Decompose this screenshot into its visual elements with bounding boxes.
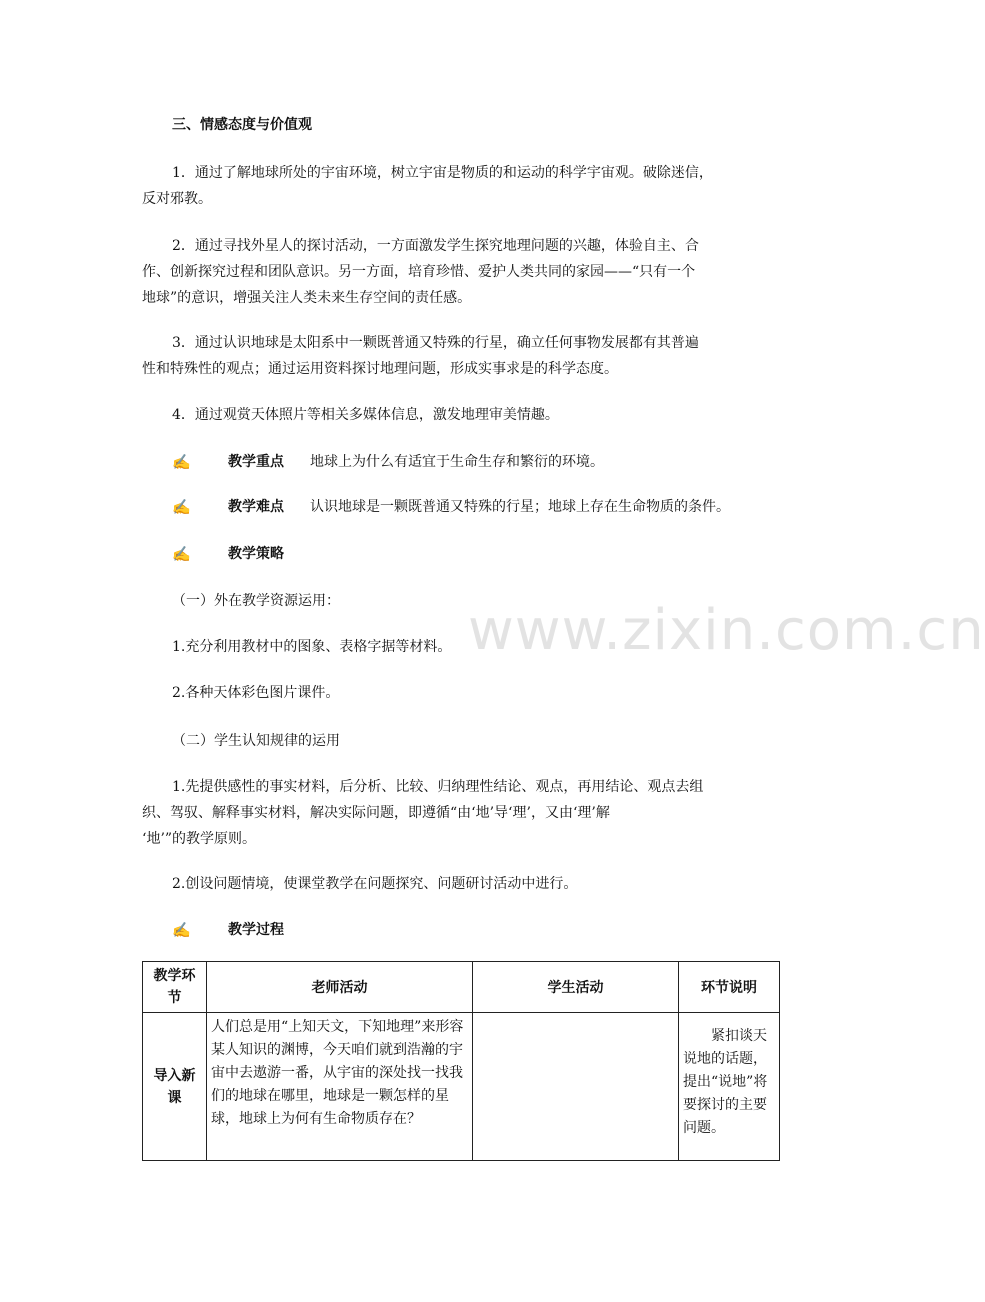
process-label: 教学过程 [228, 922, 284, 938]
strategy-item-3-line-1: 1.先提供感性的事实材料，后分析、比较、归纳理性结论、观点，再用结论、观点去组 [172, 779, 704, 795]
watermark: www.zixin.com.cn [468, 598, 985, 663]
strategy-item-3-line-3: ‘地’”的教学原则。 [142, 831, 257, 847]
table-row [143, 1013, 780, 1161]
strategy-label: 教学策略 [228, 546, 284, 562]
paragraph-3-line-2: 性和特殊性的观点；通过运用资料探讨地理问题，形成实事求是的科学态度。 [142, 361, 618, 377]
pen-icon: ✍ [172, 545, 191, 563]
key-point-text: 地球上为什么有适宜于生命生存和繁衍的环境。 [310, 454, 604, 470]
strategy-item-2: 2.各种天体彩色图片课件。 [172, 685, 340, 701]
strategy-item-4: 2.创设问题情境，使课堂教学在问题探究、问题研讨活动中进行。 [172, 876, 578, 892]
paragraph-2-line-2: 作、创新探究过程和团队意识。另一方面，培育珍惜、爱护人类共同的家园——“只有一个 [142, 264, 696, 280]
difficulty-label: 教学难点 [228, 499, 284, 515]
strategy-sub-2: （二）学生认知规律的运用 [172, 733, 340, 749]
key-point-label: 教学重点 [228, 454, 284, 470]
paragraph-2-line-1: 2．通过寻找外星人的探讨活动，一方面激发学生探究地理问题的兴趣，体验自主、合 [172, 238, 699, 254]
pen-icon: ✍ [172, 921, 191, 939]
teaching-process-table [142, 961, 780, 1161]
header-note: 环节说明 [679, 962, 780, 1013]
header-teacher: 老师活动 [207, 962, 473, 1013]
strategy-item-1: 1.充分利用教材中的图象、表格字据等材料。 [172, 639, 452, 655]
paragraph-1-line-1: 1．通过了解地球所处的宇宙环境，树立宇宙是物质的和运动的科学宇宙观。破除迷信， [172, 165, 713, 181]
paragraph-3-line-1: 3．通过认识地球是太阳系中一颗既普通又特殊的行星，确立任何事物发展都有其普遍 [172, 335, 699, 351]
cell-teacher: 人们总是用“上知天文，下知地理”来形容某人知识的渊博，今天咱们就到浩瀚的宇宙中去遨游一番，从宇宙的深处找一找我们的地球在哪里，地球是一颗怎样的星球，地球上为何有生命物质存在？ [207, 1013, 473, 1161]
table-header-row [143, 962, 780, 1013]
paragraph-4: 4．通过观赏天体照片等相关多媒体信息，激发地理审美情趣。 [172, 407, 559, 423]
cell-note: 紧扣谈天说地的话题，提出“说地”将要探讨的主要问题。 [679, 1013, 780, 1161]
cell-stage: 导入新课 [143, 1013, 207, 1161]
strategy-sub-1: （一）外在教学资源运用： [172, 593, 340, 609]
header-student: 学生活动 [473, 962, 679, 1013]
section-title: 三、情感态度与价值观 [172, 117, 312, 133]
pen-icon: ✍ [172, 498, 191, 516]
pen-icon: ✍ [172, 453, 191, 471]
paragraph-1-line-2: 反对邪教。 [142, 191, 212, 207]
paragraph-2-line-3: 地球”的意识，增强关注人类未来生存空间的责任感。 [142, 290, 472, 306]
strategy-item-3-line-2: 织、驾驭、解释事实材料，解决实际问题，即遵循“由‘地’导‘理’，又由‘理’解 [142, 805, 610, 821]
cell-student [473, 1013, 679, 1161]
difficulty-text: 认识地球是一颗既普通又特殊的行星；地球上存在生命物质的条件。 [310, 499, 730, 515]
header-stage: 教学环节 [143, 962, 207, 1013]
